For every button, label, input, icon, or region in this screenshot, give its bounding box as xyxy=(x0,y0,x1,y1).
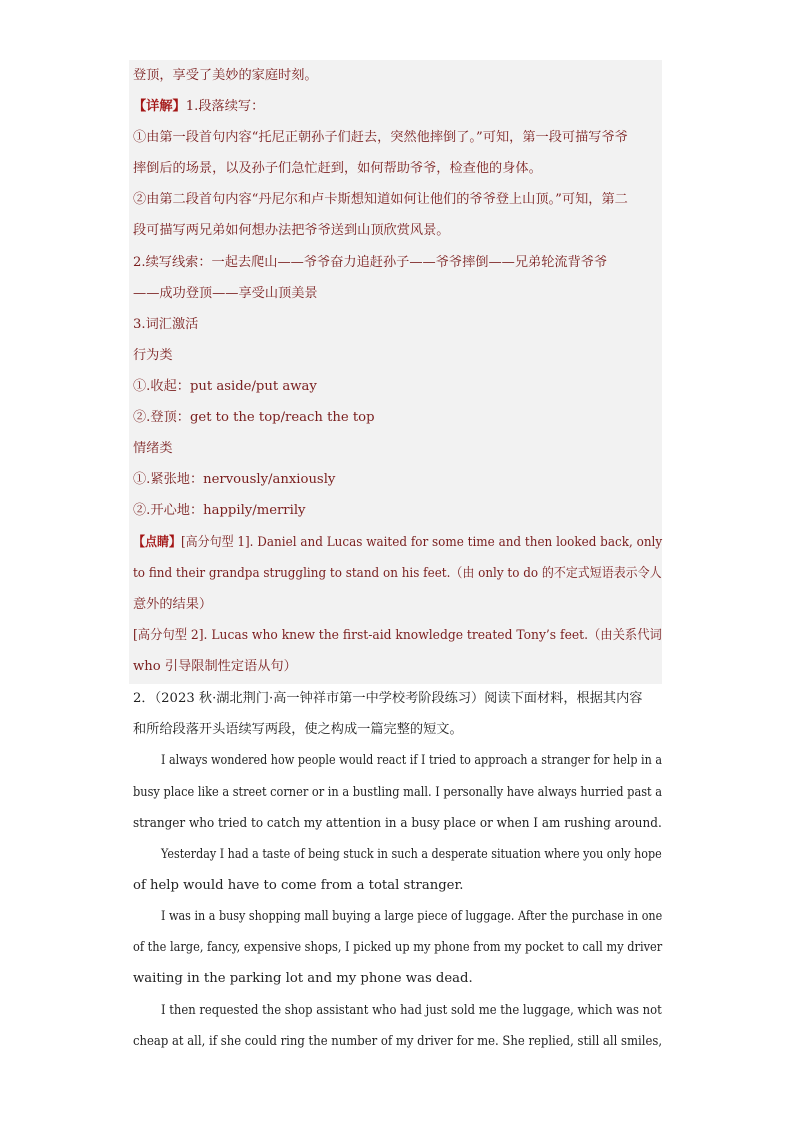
detail-heading: 【详解】1.段落续写： xyxy=(133,99,265,114)
answer-line: ①.紧张地：nervously/anxiously xyxy=(133,472,336,487)
detail-tag: 【详解】 xyxy=(133,99,186,114)
question-line: 和所给段落开头语续写两段，使之构成一篇完整的短文。 xyxy=(133,722,463,737)
answer-line: 情绪类 xyxy=(133,441,173,456)
answer-line: ②由第二段首句内容“丹尼尔和卢卡斯想知道如何让他们的爷爷登上山顶。”可知，第二 xyxy=(133,192,628,207)
answer-line: ②.开心地：happily/merrily xyxy=(133,503,306,518)
passage-line: waiting in the parking lot and my phone was dead. xyxy=(133,971,473,986)
passage-line: I was in a busy shopping mall buying a large piece of luggage. After the purchase in one xyxy=(161,909,663,924)
passage-line: busy place like a street corner or in a bustling mall. I personally have always hurried past a xyxy=(133,785,663,800)
passage-line: of help would have to come from a total stranger. xyxy=(133,878,464,893)
passage-line: I always wondered how people would react if I tried to approach a stranger for help in a xyxy=(161,753,662,768)
answer-line: [高分句型 2]. Lucas who knew the first-aid knowledge treated Tony’s feet.（由关系代词 xyxy=(133,628,662,643)
answer-explanation-box xyxy=(129,60,662,684)
answer-line: 登顶，享受了美妙的家庭时刻。 xyxy=(133,68,318,83)
answer-line: who 引导限制性定语从句） xyxy=(133,659,297,674)
passage-line: stranger who tried to catch my attention in a busy place or when I am rushing around. xyxy=(133,816,662,831)
answer-line: 2.续写线索：一起去爬山——爷爷奋力追赶孙子——爷爷摔倒——兄弟轮流背爷爷 xyxy=(133,255,608,270)
answer-line: ——成功登顶——享受山顶美景 xyxy=(133,286,318,301)
answer-line: 行为类 xyxy=(133,348,173,363)
passage-line: Yesterday I had a taste of being stuck in such a desperate situation where you only hope xyxy=(161,847,662,862)
passage-line: I then requested the shop assistant who had just sold me the luggage, which was not xyxy=(161,1003,662,1018)
answer-line: 段可描写两兄弟如何想办法把爷爷送到山顶欣赏风景。 xyxy=(133,223,450,238)
answer-line: 摔倒后的场景，以及孙子们急忙赶到，如何帮助爷爷，检查他的身体。 xyxy=(133,161,542,176)
question-line: 2．（2023 秋·湖北荆门·高一钟祥市第一中学校考阶段练习）阅读下面材料，根据其内容 xyxy=(133,691,643,706)
answer-line: to find their grandpa struggling to stand on his feet.（由 only to do 的不定式短语表示令人 xyxy=(133,566,662,581)
passage-line: of the large, fancy, expensive shops, I picked up my phone from my pocket to call my driver xyxy=(133,940,663,955)
answer-line: ①由第一段首句内容“托尼正朝孙子们赶去，突然他摔倒了。”可知，第一段可描写爷爷 xyxy=(133,130,628,145)
highlight-heading: 【点睛】[高分句型 1]. Daniel and Lucas waited for some time and then looked back, only xyxy=(133,535,663,550)
answer-line: ①.收起：put aside/put away xyxy=(133,379,317,394)
passage-line: cheap at all, if she could ring the number of my driver for me. She replied, still all smiles, xyxy=(133,1034,663,1049)
answer-line: 3.词汇激活 xyxy=(133,317,199,332)
answer-line: 意外的结果） xyxy=(133,597,213,612)
answer-line: ②.登顶：get to the top/reach the top xyxy=(133,410,375,425)
highlight-tag: 【点睛】 xyxy=(133,535,181,550)
